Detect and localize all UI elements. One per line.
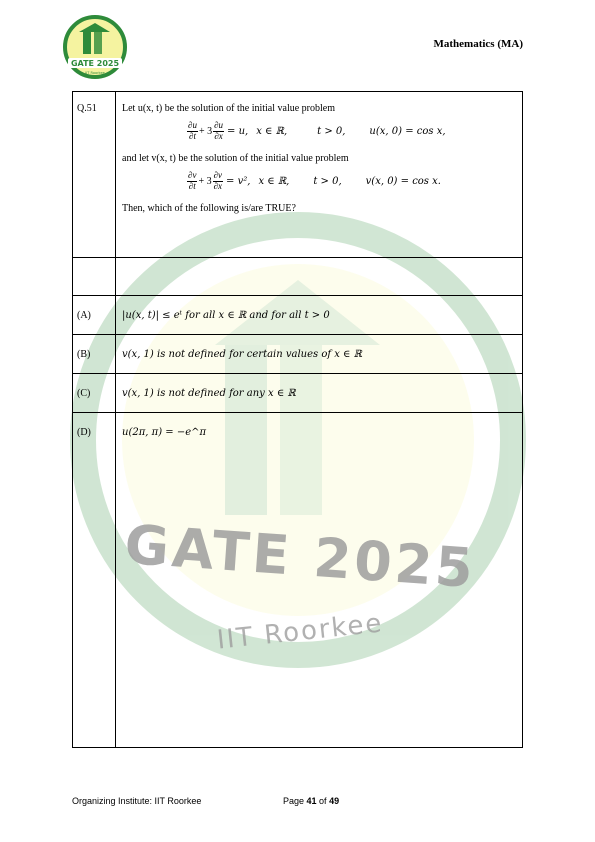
blank-body-cell bbox=[116, 258, 523, 296]
question-prompt: Then, which of the following is/are TRUE? bbox=[122, 202, 296, 214]
question-table bbox=[72, 91, 523, 748]
subject-title: Mathematics (MA) bbox=[433, 38, 523, 50]
question-number-cell bbox=[73, 92, 116, 258]
blank-label-cell bbox=[73, 258, 116, 296]
option-text-b: v(x, 1) is not defined for certain values of x ∈ ℝ bbox=[122, 349, 362, 360]
equation-u: $\frac{\partial u}{\partial t}$ + 3 $\frac{\partial u}{\partial x}$ = u, x ∈ ℝ, t > 0, u(x, 0) = cos x, bbox=[188, 120, 446, 141]
frac-du-dx: $\frac{\partial u}{\partial x}$ bbox=[214, 120, 224, 141]
frac-dv-dt: $\frac{\partial v}{\partial t}$ bbox=[188, 169, 197, 191]
option-row-d[interactable] bbox=[73, 413, 523, 748]
option-text-c: v(x, 1) is not defined for any x ∈ ℝ bbox=[122, 388, 296, 399]
option-text-a: |u(x, t)| ≤ eᵗ for all x ∈ ℝ and for all t > 0 bbox=[122, 310, 330, 321]
logo-subtext: IIT Roorkee bbox=[85, 71, 105, 75]
question-body-cell bbox=[116, 92, 523, 258]
footer-institute: Organizing Institute: IIT Roorkee bbox=[72, 796, 202, 806]
footer-page: Page 41 of 49 bbox=[283, 796, 340, 806]
frac-du-dt: $\frac{\partial u}{\partial t}$ bbox=[188, 120, 197, 141]
option-row-a[interactable] bbox=[73, 296, 523, 335]
equation-v: $\frac{\partial v}{\partial t}$ + 3 $\frac{\partial v}{\partial x}$ = v², x ∈ ℝ, t > 0, v(x, 0) = cos x. bbox=[188, 169, 441, 191]
page-total: 49 bbox=[329, 796, 340, 806]
option-label-d: (D) bbox=[77, 427, 91, 438]
option-row-c[interactable] bbox=[73, 374, 523, 413]
gate-logo bbox=[62, 14, 128, 80]
watermark-subtitle: IIT Roorkee bbox=[215, 608, 385, 656]
frac-dv-dx: $\frac{\partial v}{\partial x}$ bbox=[213, 169, 223, 191]
option-row-b[interactable] bbox=[73, 335, 523, 374]
option-label-b: (B) bbox=[77, 349, 91, 360]
question-number: Q.51 bbox=[77, 103, 97, 114]
logo-text: GATE 2025 bbox=[70, 59, 120, 68]
question-intro-v: and let v(x, t) be the solution of the initial value problem bbox=[122, 152, 349, 164]
watermark-title: GATE 2025 bbox=[122, 512, 478, 601]
question-intro-u: Let u(x, t) be the solution of the initial value problem bbox=[122, 103, 336, 114]
option-label-a: (A) bbox=[77, 310, 91, 321]
option-label-c: (C) bbox=[77, 388, 91, 399]
page-number: 41 bbox=[306, 796, 317, 806]
option-text-d: u(2π, π) = −e^π bbox=[122, 427, 207, 438]
